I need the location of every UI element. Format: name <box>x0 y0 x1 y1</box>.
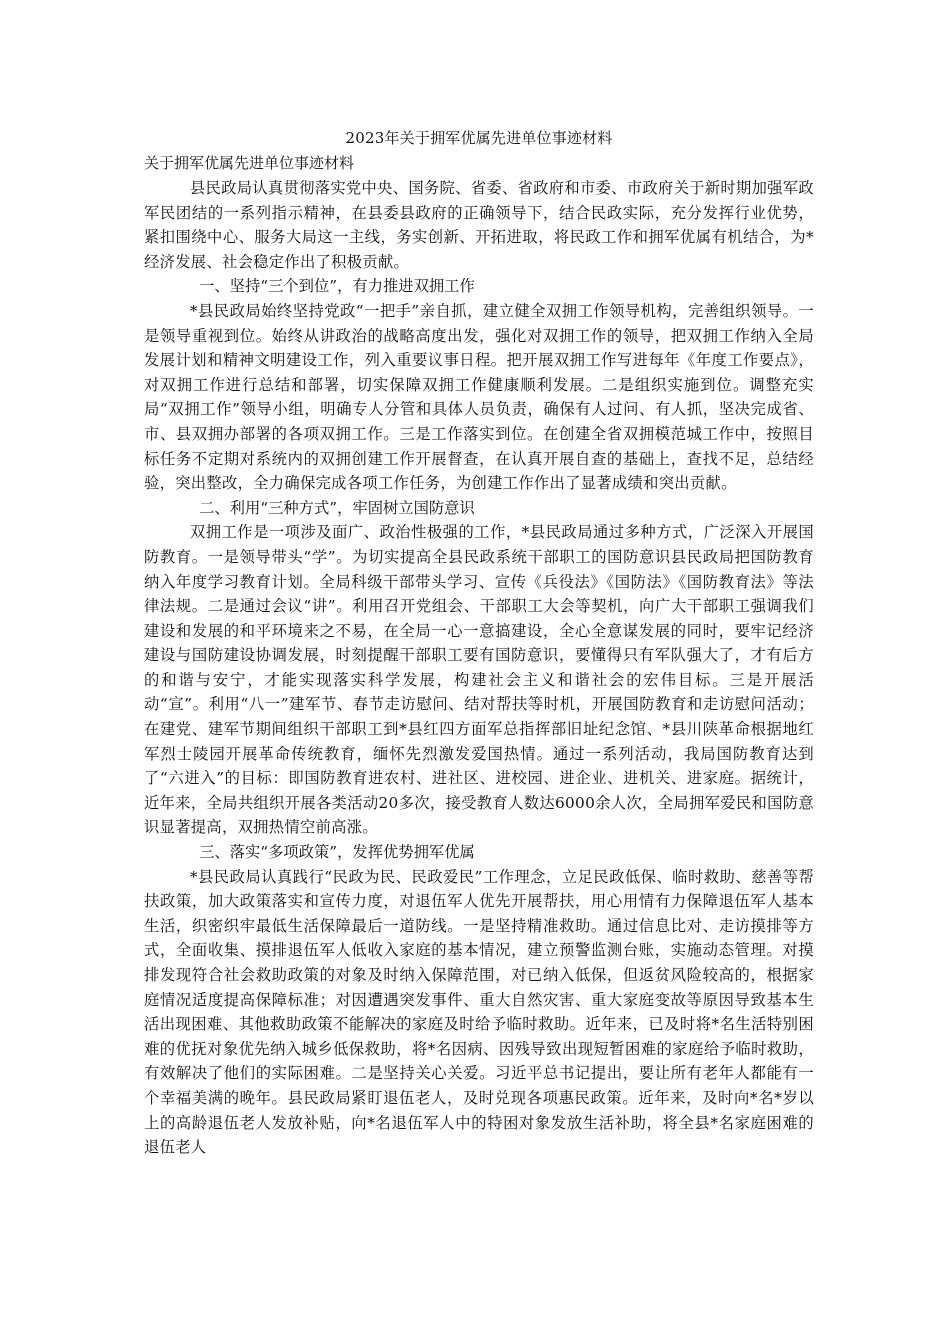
section-1-body: *县民政局始终坚持党政“一把手”亲自抓，建立健全双拥工作领导机构，完善组织领导。一是领导重视到位。始终从讲政治的战略高度出发，强化对双拥工作的领导，把双拥工作纳入全局发展计划和精神文明建设工作，列入重要议事日程。把开展双拥工作写进每年《年度工作要点》，对双拥工作进行总结和部署，切实保障双拥工作健康顺利发展。二是组织实施到位。调整充实局“双拥工作”领导小组，明确专人分管和具体人员负责，确保有人过问、有人抓，坚决完成省、市、县双拥办部署的各项双拥工作。三是工作落实到位。在创建全省双拥模范城工作中，按照目标任务不定期对系统内的双拥创建工作开展督查，在认真开展自查的基础上，查找不足，总结经验，突出整改，全力确保完成各项工作任务，为创建工作作出了显著成绩和突出贡献。 <box>144 301 814 493</box>
document-subtitle: 关于拥军优属先进单位事迹材料 <box>144 154 355 172</box>
document-title: 2023年关于拥军优属先进单位事迹材料 <box>345 129 613 147</box>
section-1-heading: 一、坚持“三个到位”，有力推进双拥工作 <box>199 277 475 296</box>
section-3-heading: 三、落实“多项政策”，发挥优势拥军优属 <box>199 843 475 862</box>
section-2-heading: 二、利用“三种方式”，牢固树立国防意识 <box>199 498 475 517</box>
document-page <box>144 126 814 1160</box>
section-3-body: *县民政局认真践行“民政为民、民政爱民”工作理念，立足民政低保、临时救助、慈善等帮扶政策，加大政策落实和宣传力度，对退伍军人优先开展帮扶，用心用情有力保障退伍军人基本生活，织密织牢最低生活保障最后一道防线。一是坚持精准救助。通过信息比对、走访摸排等方式，全面收集、摸排退伍军人低收入家庭的基本情况，建立预警监测台账，实施动态管理。对摸排发现符合社会救助政策的对象及时纳入保障范围，对已纳入低保，但返贫风险较高的，根据家庭情况适度提高保障标准；对因遭遇突发事件、重大自然灾害、重大家庭变故等原因导致基本生活出现困难、其他救助政策不能解决的家庭及时给予临时救助。近年来，已及时将*名生活特别困难的优抚对象优先纳入城乡低保救助，将*名因病、因残导致出现短暂困难的家庭给予临时救助，有效解决了他们的实际困难。二是坚持关心关爱。习近平总书记提出，要让所有老年人都能有一个幸福美满的晚年。县民政局紧盯退伍老人，及时兑现各项惠民政策。近年来，及时向*名*岁以上的高龄退伍老人发放补贴，向*名退伍军人中的特困对象发放生活补助，将全县*名家庭困难的退伍老人 <box>144 867 814 1157</box>
section-2-body: 双拥工作是一项涉及面广、政治性极强的工作，*县民政局通过多种方式，广泛深入开展国防教育。一是领导带头“学”。为切实提高全县民政系统干部职工的国防意识县民政局把国防教育纳入年度学习教育计划。全局科级干部带头学习、宣传《兵役法》《国防法》《国防教育法》等法律法规。二是通过会议“讲”。利用召开党组会、干部职工大会等契机，向广大干部职工强调我们建设和发展的和平环境来之不易，在全局一心一意搞建设，全心全意谋发展的同时，要牢记经济建设与国防建设协调发展，时刻提醒干部职工要有国防意识，要懂得只有军队强大了，才有后方的和谐与安宁，才能实现落实科学发展，构建社会主义和谐社会的宏伟目标。三是开展活动“宣”。利用“八一”建军节、春节走访慰问、结对帮扶等时机，开展国防教育和走访慰问活动；在建党、建军节期间组织干部职工到*县红四方面军总指挥部旧址纪念馆、*县川陕革命根据地红军烈士陵园开展革命传统教育，缅怀先烈激发爱国热情。通过一系列活动，我局国防教育达到了“六进入”的目标：即国防教育进农村、进社区、进校园、进企业、进机关、进家庭。据统计，近年来，全局共组织开展各类活动20多次，接受教育人数达6000余人次，全局拥军爱民和国防意识显著提高，双拥热情空前高涨。 <box>144 523 814 837</box>
intro-paragraph: 县民政局认真贯彻落实党中央、国务院、省委、省政府和市委、市政府关于新时期加强军政军民团结的一系列指示精神，在县委县政府的正确领导下，结合民政实际，充分发挥行业优势，紧扣围绕中心、服务大局这一主线，务实创新、开拓进取，将民政工作和拥军优属有机结合，为*经济发展、社会稳定作出了积极贡献。 <box>144 179 814 271</box>
